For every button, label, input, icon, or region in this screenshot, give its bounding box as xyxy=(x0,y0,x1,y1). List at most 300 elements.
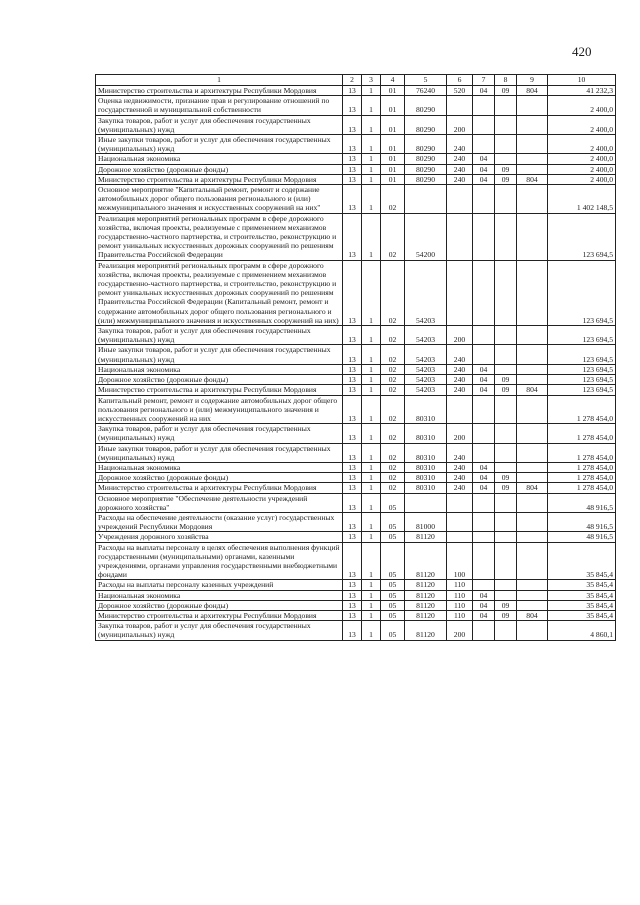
cell-section xyxy=(473,443,495,462)
cell-code-4: 05 xyxy=(381,532,405,542)
table-row xyxy=(96,395,616,424)
table-row xyxy=(96,600,616,610)
cell-target-article: 54203 xyxy=(405,326,447,345)
cell-code-4: 01 xyxy=(381,115,405,134)
cell-amount: 2 400,0 xyxy=(548,135,616,154)
cell-amount: 2 400,0 xyxy=(548,96,616,115)
cell-ministry-code: 804 xyxy=(517,86,548,96)
table-row xyxy=(96,375,616,385)
cell-code-3: 1 xyxy=(362,424,381,443)
cell-subsection: 09 xyxy=(495,600,517,610)
cell-code-2: 13 xyxy=(343,185,362,214)
cell-description: Министерство строительства и архитектуры Республики Мордовия xyxy=(96,610,343,620)
cell-code-2: 13 xyxy=(343,96,362,115)
cell-subsection xyxy=(495,512,517,531)
cell-expense-type: 200 xyxy=(447,424,473,443)
cell-description: Расходы на выплаты персоналу в целях обеспечения выполнения функций государственными (муниципальными) органами, казенными учреждениями, органами управления государственными внебюджетными фондами xyxy=(96,542,343,580)
cell-code-3: 1 xyxy=(362,86,381,96)
cell-description: Дорожное хозяйство (дорожные фонды) xyxy=(96,473,343,483)
cell-description: Иные закупки товаров, работ и услуг для обеспечения государственных (муниципальных) нужд xyxy=(96,443,343,462)
table-row xyxy=(96,164,616,174)
cell-section: 04 xyxy=(473,483,495,493)
cell-description: Министерство строительства и архитектуры Республики Мордовия xyxy=(96,483,343,493)
cell-ministry-code: 804 xyxy=(517,610,548,620)
cell-description: Капитальный ремонт, ремонт и содержание автомобильных дорог общего пользования регионального и (или) межмуниципального значения и искусственных сооружений на них xyxy=(96,395,343,424)
cell-description: Национальная экономика xyxy=(96,462,343,472)
cell-amount: 35 845,4 xyxy=(548,580,616,590)
cell-ministry-code xyxy=(517,443,548,462)
cell-code-3: 1 xyxy=(362,260,381,325)
cell-target-article: 81000 xyxy=(405,512,447,531)
cell-section xyxy=(473,395,495,424)
cell-description: Иные закупки товаров, работ и услуг для обеспечения государственных (муниципальных) нужд xyxy=(96,135,343,154)
cell-ministry-code xyxy=(517,164,548,174)
cell-expense-type: 100 xyxy=(447,542,473,580)
cell-expense-type: 240 xyxy=(447,345,473,364)
column-header: 6 xyxy=(447,75,473,86)
cell-expense-type: 110 xyxy=(447,600,473,610)
cell-ministry-code: 804 xyxy=(517,385,548,395)
cell-amount: 123 694,5 xyxy=(548,364,616,374)
cell-amount: 2 400,0 xyxy=(548,164,616,174)
cell-target-article: 81120 xyxy=(405,580,447,590)
cell-amount: 1 402 148,5 xyxy=(548,185,616,214)
column-header: 2 xyxy=(343,75,362,86)
cell-description: Расходы на выплаты персоналу казенных учреждений xyxy=(96,580,343,590)
cell-expense-type: 240 xyxy=(447,154,473,164)
cell-ministry-code xyxy=(517,96,548,115)
cell-subsection: 09 xyxy=(495,375,517,385)
cell-section xyxy=(473,621,495,640)
cell-section: 04 xyxy=(473,590,495,600)
cell-target-article: 80290 xyxy=(405,96,447,115)
cell-subsection xyxy=(495,395,517,424)
cell-subsection xyxy=(495,493,517,512)
cell-target-article: 81120 xyxy=(405,610,447,620)
cell-code-3: 1 xyxy=(362,345,381,364)
cell-target-article: 81120 xyxy=(405,532,447,542)
cell-code-3: 1 xyxy=(362,493,381,512)
cell-section: 04 xyxy=(473,154,495,164)
cell-description: Расходы на обеспечение деятельности (оказание услуг) государственных учреждений Республики Мордовия xyxy=(96,512,343,531)
cell-amount: 48 916,5 xyxy=(548,532,616,542)
cell-ministry-code xyxy=(517,345,548,364)
cell-expense-type: 240 xyxy=(447,164,473,174)
cell-ministry-code xyxy=(517,493,548,512)
table-row xyxy=(96,610,616,620)
cell-description: Закупка товаров, работ и услуг для обеспечения государственных (муниципальных) нужд xyxy=(96,621,343,640)
cell-section xyxy=(473,424,495,443)
cell-code-2: 13 xyxy=(343,493,362,512)
cell-expense-type: 240 xyxy=(447,443,473,462)
cell-subsection xyxy=(495,213,517,260)
cell-expense-type: 110 xyxy=(447,590,473,600)
cell-expense-type: 200 xyxy=(447,621,473,640)
cell-code-3: 1 xyxy=(362,364,381,374)
cell-ministry-code xyxy=(517,395,548,424)
table-row xyxy=(96,326,616,345)
table-row xyxy=(96,115,616,134)
cell-expense-type xyxy=(447,532,473,542)
table-row xyxy=(96,364,616,374)
table-header-row xyxy=(96,75,616,86)
cell-code-2: 13 xyxy=(343,532,362,542)
page-number: 420 xyxy=(572,44,592,59)
cell-section: 04 xyxy=(473,462,495,472)
cell-section: 04 xyxy=(473,364,495,374)
cell-section: 04 xyxy=(473,375,495,385)
cell-code-3: 1 xyxy=(362,164,381,174)
cell-subsection xyxy=(495,326,517,345)
cell-code-4: 02 xyxy=(381,213,405,260)
cell-code-3: 1 xyxy=(362,532,381,542)
cell-expense-type: 240 xyxy=(447,174,473,184)
cell-code-2: 13 xyxy=(343,512,362,531)
cell-description: Иные закупки товаров, работ и услуг для обеспечения государственных (муниципальных) нужд xyxy=(96,345,343,364)
cell-expense-type: 240 xyxy=(447,364,473,374)
budget-table xyxy=(95,74,616,641)
table-row xyxy=(96,174,616,184)
cell-amount: 1 278 454,0 xyxy=(548,443,616,462)
cell-section: 04 xyxy=(473,610,495,620)
cell-expense-type: 240 xyxy=(447,375,473,385)
cell-target-article xyxy=(405,185,447,214)
cell-code-4: 02 xyxy=(381,473,405,483)
table-row xyxy=(96,135,616,154)
cell-amount: 123 694,5 xyxy=(548,345,616,364)
cell-section xyxy=(473,493,495,512)
cell-description: Закупка товаров, работ и услуг для обеспечения государственных (муниципальных) нужд xyxy=(96,326,343,345)
cell-section xyxy=(473,213,495,260)
cell-code-4: 02 xyxy=(381,260,405,325)
cell-code-4: 05 xyxy=(381,542,405,580)
table-row xyxy=(96,462,616,472)
cell-ministry-code xyxy=(517,473,548,483)
cell-code-4: 01 xyxy=(381,164,405,174)
cell-expense-type xyxy=(447,395,473,424)
cell-ministry-code xyxy=(517,115,548,134)
column-header: 3 xyxy=(362,75,381,86)
cell-target-article: 80290 xyxy=(405,174,447,184)
cell-amount: 48 916,5 xyxy=(548,512,616,531)
cell-expense-type: 110 xyxy=(447,610,473,620)
cell-description: Закупка товаров, работ и услуг для обеспечения государственных (муниципальных) нужд xyxy=(96,115,343,134)
cell-ministry-code xyxy=(517,600,548,610)
cell-code-3: 1 xyxy=(362,443,381,462)
cell-subsection xyxy=(495,96,517,115)
cell-expense-type: 200 xyxy=(447,326,473,345)
cell-code-3: 1 xyxy=(362,375,381,385)
cell-target-article: 80290 xyxy=(405,135,447,154)
cell-code-4: 02 xyxy=(381,364,405,374)
cell-code-3: 1 xyxy=(362,385,381,395)
cell-code-4: 02 xyxy=(381,326,405,345)
cell-target-article: 54203 xyxy=(405,385,447,395)
cell-code-3: 1 xyxy=(362,115,381,134)
cell-description: Национальная экономика xyxy=(96,154,343,164)
table-row xyxy=(96,385,616,395)
cell-ministry-code xyxy=(517,580,548,590)
cell-code-2: 13 xyxy=(343,345,362,364)
cell-expense-type xyxy=(447,213,473,260)
cell-code-2: 13 xyxy=(343,213,362,260)
cell-code-3: 1 xyxy=(362,185,381,214)
cell-ministry-code xyxy=(517,532,548,542)
cell-code-2: 13 xyxy=(343,164,362,174)
cell-section: 04 xyxy=(473,473,495,483)
cell-code-3: 1 xyxy=(362,590,381,600)
cell-code-4: 05 xyxy=(381,600,405,610)
cell-subsection xyxy=(495,364,517,374)
column-header: 7 xyxy=(473,75,495,86)
cell-code-4: 02 xyxy=(381,375,405,385)
cell-description: Министерство строительства и архитектуры Республики Мордовия xyxy=(96,385,343,395)
cell-code-2: 13 xyxy=(343,424,362,443)
table-row xyxy=(96,154,616,164)
cell-code-3: 1 xyxy=(362,473,381,483)
cell-description: Дорожное хозяйство (дорожные фонды) xyxy=(96,600,343,610)
cell-amount: 2 400,0 xyxy=(548,154,616,164)
cell-code-3: 1 xyxy=(362,326,381,345)
cell-code-3: 1 xyxy=(362,96,381,115)
cell-code-4: 01 xyxy=(381,96,405,115)
cell-ministry-code xyxy=(517,542,548,580)
cell-expense-type: 520 xyxy=(447,86,473,96)
cell-target-article: 81120 xyxy=(405,542,447,580)
table-row xyxy=(96,512,616,531)
cell-expense-type: 240 xyxy=(447,385,473,395)
table-row xyxy=(96,345,616,364)
cell-section xyxy=(473,532,495,542)
cell-section xyxy=(473,260,495,325)
cell-amount: 123 694,5 xyxy=(548,260,616,325)
cell-target-article: 81120 xyxy=(405,600,447,610)
column-header: 5 xyxy=(405,75,447,86)
table-row xyxy=(96,621,616,640)
table-row xyxy=(96,493,616,512)
cell-code-3: 1 xyxy=(362,154,381,164)
cell-target-article: 80310 xyxy=(405,483,447,493)
cell-code-3: 1 xyxy=(362,462,381,472)
table-row xyxy=(96,580,616,590)
cell-code-2: 13 xyxy=(343,174,362,184)
cell-code-4: 05 xyxy=(381,610,405,620)
cell-subsection xyxy=(495,580,517,590)
cell-description: Дорожное хозяйство (дорожные фонды) xyxy=(96,375,343,385)
cell-code-2: 13 xyxy=(343,154,362,164)
cell-code-2: 13 xyxy=(343,580,362,590)
cell-subsection: 09 xyxy=(495,473,517,483)
cell-section xyxy=(473,542,495,580)
cell-target-article: 54203 xyxy=(405,345,447,364)
cell-code-2: 13 xyxy=(343,364,362,374)
column-header: 10 xyxy=(548,75,616,86)
cell-section xyxy=(473,580,495,590)
cell-code-4: 05 xyxy=(381,493,405,512)
column-header: 4 xyxy=(381,75,405,86)
cell-code-3: 1 xyxy=(362,483,381,493)
column-header: 9 xyxy=(517,75,548,86)
cell-description: Дорожное хозяйство (дорожные фонды) xyxy=(96,164,343,174)
cell-subsection: 09 xyxy=(495,483,517,493)
cell-code-3: 1 xyxy=(362,174,381,184)
cell-code-3: 1 xyxy=(362,600,381,610)
cell-code-2: 13 xyxy=(343,326,362,345)
cell-target-article: 54203 xyxy=(405,375,447,385)
cell-ministry-code xyxy=(517,213,548,260)
cell-expense-type xyxy=(447,512,473,531)
cell-code-2: 13 xyxy=(343,443,362,462)
cell-subsection xyxy=(495,542,517,580)
cell-amount: 4 860,1 xyxy=(548,621,616,640)
cell-description: Учреждения дорожного хозяйства xyxy=(96,532,343,542)
cell-expense-type: 240 xyxy=(447,135,473,154)
cell-target-article: 80290 xyxy=(405,115,447,134)
cell-ministry-code xyxy=(517,185,548,214)
cell-code-4: 02 xyxy=(381,424,405,443)
cell-subsection xyxy=(495,462,517,472)
cell-ministry-code xyxy=(517,590,548,600)
cell-section: 04 xyxy=(473,600,495,610)
cell-code-2: 13 xyxy=(343,473,362,483)
cell-subsection: 09 xyxy=(495,86,517,96)
cell-description: Реализация мероприятий региональных программ в сфере дорожного хозяйства, включая проекты, реализуемые с применением механизмов государственно-частного партнерства, и строительство, реконструкцию и ремонт уникальных искусственных дорожных сооружений по решениям Правительства Российской Федерации (Капитальный ремонт, ремонт и содержание автомобильных дорог общего пользования регионального и (или) межмуниципального значения и искусственных сооружений на них) xyxy=(96,260,343,325)
cell-amount: 35 845,4 xyxy=(548,600,616,610)
cell-code-4: 02 xyxy=(381,462,405,472)
cell-expense-type: 240 xyxy=(447,483,473,493)
cell-subsection xyxy=(495,185,517,214)
table-body xyxy=(96,86,616,641)
cell-ministry-code xyxy=(517,260,548,325)
cell-section: 04 xyxy=(473,174,495,184)
cell-description: Министерство строительства и архитектуры Республики Мордовия xyxy=(96,86,343,96)
cell-description: Реализация мероприятий региональных программ в сфере дорожного хозяйства, включая проекты, реализуемые с применением механизмов государственно-частного партнерства, и строительство, реконструкцию и ремонт уникальных искусственных дорожных сооружений по решениям Правительства Российской Федерации xyxy=(96,213,343,260)
cell-ministry-code xyxy=(517,375,548,385)
cell-amount: 1 278 454,0 xyxy=(548,424,616,443)
cell-code-2: 13 xyxy=(343,385,362,395)
cell-subsection: 09 xyxy=(495,164,517,174)
cell-subsection xyxy=(495,621,517,640)
table-row xyxy=(96,483,616,493)
table-row xyxy=(96,542,616,580)
cell-section xyxy=(473,96,495,115)
cell-amount: 1 278 454,0 xyxy=(548,395,616,424)
cell-expense-type: 110 xyxy=(447,580,473,590)
cell-amount: 1 278 454,0 xyxy=(548,483,616,493)
cell-code-4: 01 xyxy=(381,174,405,184)
cell-subsection: 09 xyxy=(495,385,517,395)
cell-code-3: 1 xyxy=(362,512,381,531)
cell-section xyxy=(473,115,495,134)
cell-section xyxy=(473,345,495,364)
cell-expense-type xyxy=(447,260,473,325)
cell-code-4: 02 xyxy=(381,345,405,364)
cell-code-4: 05 xyxy=(381,621,405,640)
cell-code-2: 13 xyxy=(343,542,362,580)
cell-code-3: 1 xyxy=(362,580,381,590)
cell-ministry-code: 804 xyxy=(517,174,548,184)
column-header: 8 xyxy=(495,75,517,86)
cell-subsection xyxy=(495,345,517,364)
cell-target-article: 54200 xyxy=(405,213,447,260)
cell-target-article: 80310 xyxy=(405,443,447,462)
cell-code-4: 05 xyxy=(381,590,405,600)
cell-target-article: 54203 xyxy=(405,260,447,325)
table-row xyxy=(96,473,616,483)
cell-code-4: 05 xyxy=(381,512,405,531)
cell-code-2: 13 xyxy=(343,86,362,96)
cell-target-article: 80290 xyxy=(405,164,447,174)
cell-code-4: 02 xyxy=(381,395,405,424)
cell-code-2: 13 xyxy=(343,610,362,620)
cell-subsection xyxy=(495,154,517,164)
cell-section xyxy=(473,326,495,345)
cell-amount: 123 694,5 xyxy=(548,326,616,345)
cell-target-article: 81120 xyxy=(405,590,447,600)
table-row xyxy=(96,532,616,542)
cell-code-2: 13 xyxy=(343,115,362,134)
cell-subsection xyxy=(495,590,517,600)
cell-ministry-code xyxy=(517,424,548,443)
cell-code-2: 13 xyxy=(343,375,362,385)
cell-subsection xyxy=(495,135,517,154)
cell-code-2: 13 xyxy=(343,590,362,600)
cell-description: Министерство строительства и архитектуры Республики Мордовия xyxy=(96,174,343,184)
cell-code-2: 13 xyxy=(343,462,362,472)
cell-expense-type xyxy=(447,96,473,115)
cell-amount: 123 694,5 xyxy=(548,385,616,395)
cell-amount: 1 278 454,0 xyxy=(548,473,616,483)
cell-amount: 1 278 454,0 xyxy=(548,462,616,472)
cell-description: Национальная экономика xyxy=(96,364,343,374)
cell-subsection: 09 xyxy=(495,610,517,620)
cell-code-4: 05 xyxy=(381,580,405,590)
cell-section xyxy=(473,512,495,531)
cell-ministry-code xyxy=(517,512,548,531)
cell-code-4: 02 xyxy=(381,385,405,395)
cell-section: 04 xyxy=(473,86,495,96)
cell-code-4: 01 xyxy=(381,154,405,164)
cell-amount: 48 916,5 xyxy=(548,493,616,512)
cell-code-4: 02 xyxy=(381,443,405,462)
cell-code-2: 13 xyxy=(343,600,362,610)
cell-section xyxy=(473,135,495,154)
cell-description: Закупка товаров, работ и услуг для обеспечения государственных (муниципальных) нужд xyxy=(96,424,343,443)
cell-subsection xyxy=(495,260,517,325)
cell-ministry-code xyxy=(517,326,548,345)
cell-description: Основное мероприятие "Капитальный ремонт, ремонт и содержание автомобильных дорог общего пользования регионального и (или) межмуниципального значения и искусственных сооружений на них" xyxy=(96,185,343,214)
cell-code-3: 1 xyxy=(362,135,381,154)
cell-code-4: 01 xyxy=(381,86,405,96)
cell-subsection: 09 xyxy=(495,174,517,184)
table-row xyxy=(96,590,616,600)
cell-ministry-code xyxy=(517,364,548,374)
cell-code-2: 13 xyxy=(343,483,362,493)
cell-target-article: 81120 xyxy=(405,621,447,640)
cell-target-article: 80310 xyxy=(405,395,447,424)
cell-section: 04 xyxy=(473,164,495,174)
cell-ministry-code xyxy=(517,154,548,164)
cell-subsection xyxy=(495,115,517,134)
cell-amount: 123 694,5 xyxy=(548,375,616,385)
cell-amount: 35 845,4 xyxy=(548,610,616,620)
cell-code-4: 01 xyxy=(381,135,405,154)
cell-amount: 41 232,3 xyxy=(548,86,616,96)
cell-subsection xyxy=(495,443,517,462)
cell-amount: 123 694,5 xyxy=(548,213,616,260)
cell-code-2: 13 xyxy=(343,260,362,325)
cell-amount: 35 845,4 xyxy=(548,590,616,600)
